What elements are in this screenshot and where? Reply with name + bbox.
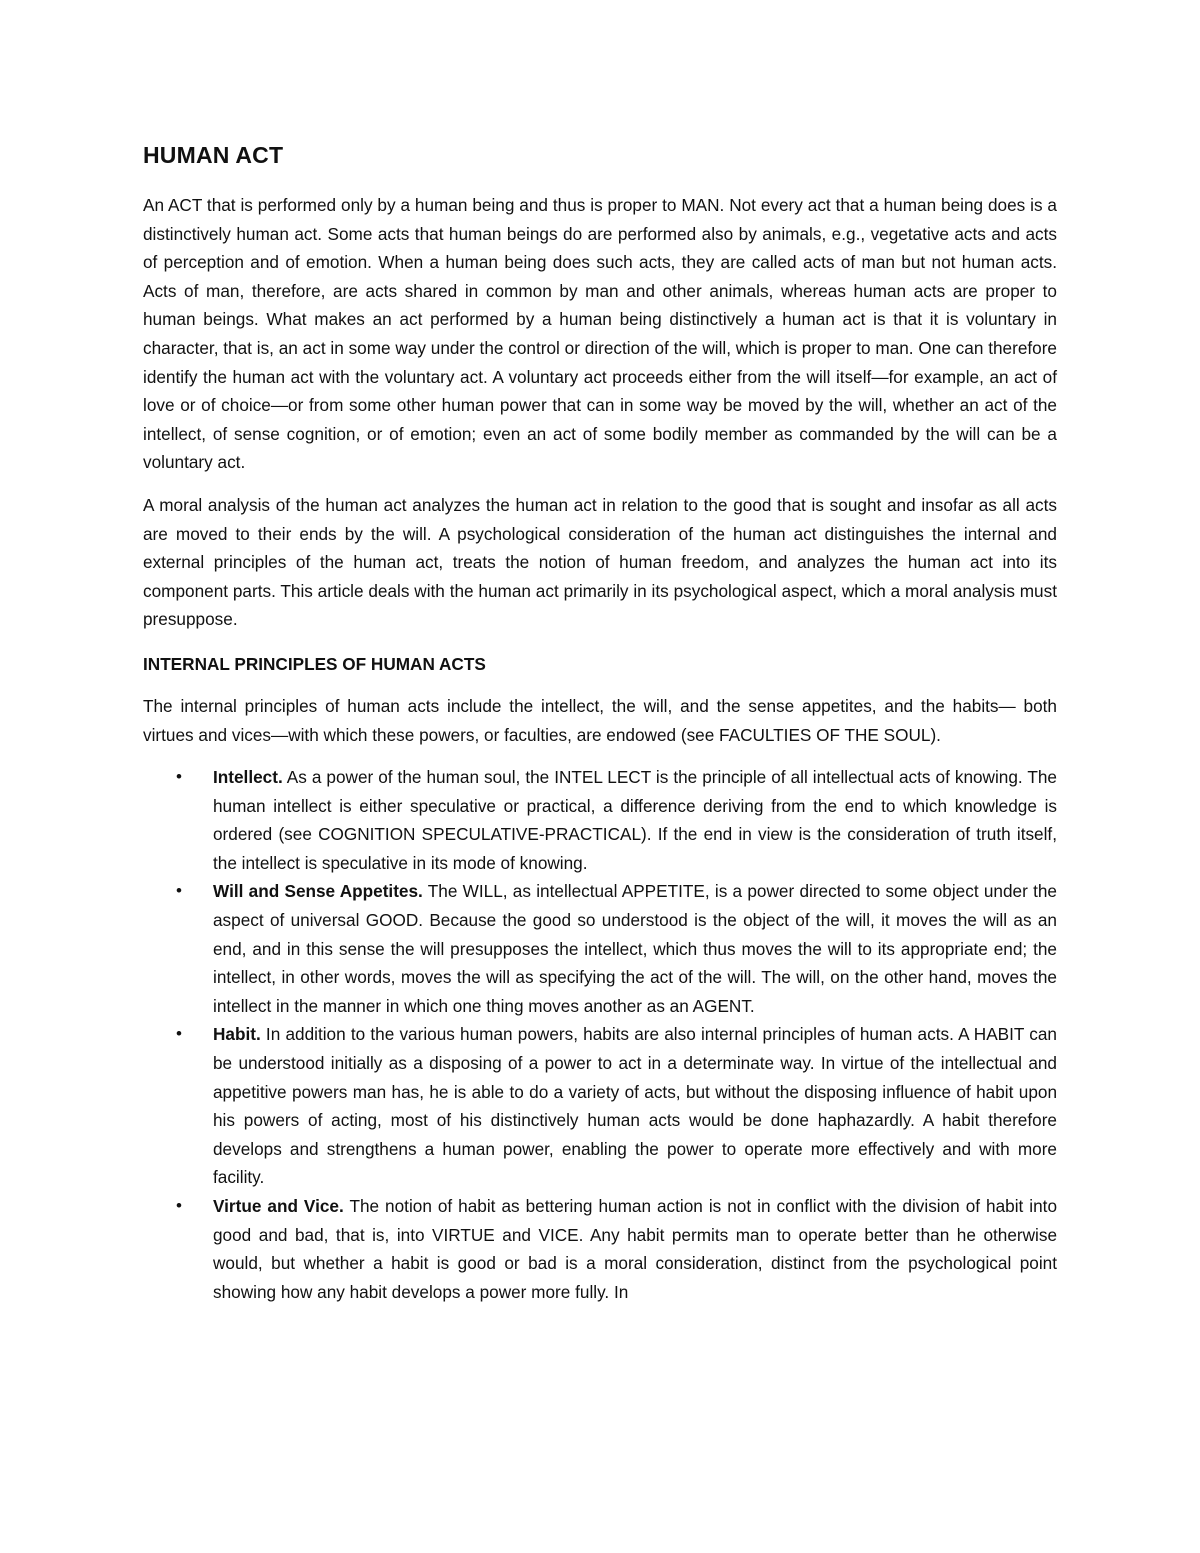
principles-list [143, 763, 1057, 1306]
list-item-intellect [143, 763, 1057, 877]
list-item-text: As a power of the human soul, the INTEL LECT is the principle of all intellectual acts of knowing. The human intellect is either speculative or practical, a difference deriving from the end to which knowledge is ordered (see COGNITION SPECULATIVE-PRACTICAL). If the end in view is the consideration of truth itself, the intellect is speculative in its mode of knowing. [213, 767, 1057, 873]
list-item-will [143, 877, 1057, 1020]
list-item-text: The WILL, as intellectual APPETITE, is a power directed to some object under the aspect of universal GOOD. Because the good so understood is the object of the will, it moves the will as an end, and in this sense the will presupposes the intellect, which thus moves the will to its appropriate end; the intellect, in other words, moves the will as specifying the act of the will. The will, on the other hand, moves the intellect in the manner in which one thing moves another as an AGENT. [213, 881, 1057, 1016]
list-item-term: Habit. [213, 1024, 261, 1045]
list-item-habit [143, 1020, 1057, 1192]
document-title: HUMAN ACT [143, 142, 284, 168]
section-intro: The internal principles of human acts include the intellect, the will, and the sense appetites, and the habits— both virtues and vices—with which these powers, or faculties, are endowed (see FACULTIES OF THE SOUL). [143, 695, 1057, 745]
list-item-term: Virtue and Vice. [213, 1196, 344, 1216]
list-item-virtue-vice [143, 1192, 1057, 1306]
bullet-icon: • [176, 881, 182, 901]
bullet-icon: • [176, 1196, 182, 1215]
section-heading: INTERNAL PRINCIPLES OF HUMAN ACTS [143, 653, 486, 674]
paragraph-moral-analysis: A moral analysis of the human act analyzes the human act in relation to the good that is sought and insofar as all acts are moved to their ends by the will. A psychological consideration of the human act distinguishes the internal and external principles of the human act, treats the notion of human freedom, and analyzes the human act into its component parts. This article deals with the human act primarily in its psychological aspect, which a moral analysis must presuppose. [143, 494, 1057, 630]
list-item-text: The notion of habit as bettering human action is not in conflict with the division of habit into good and bad, that is, into VIRTUE and VICE. Any habit permits man to operate better than he otherwise would, but whether a habit is good or bad is a moral consideration, distinct from the psychological point showing how any habit develops a power more fully. In [213, 1196, 1058, 1302]
document-body [143, 142, 1057, 1306]
list-item-term: Intellect. [213, 767, 283, 788]
list-item-text: In addition to the various human powers, habits are also internal principles of human acts. A HABIT can be understood initially as a disposing of a power to act in a determinate way. In virtue of the intellectual and appetitive powers man has, he is able to do a variety of acts, but without the disposing influence of habit upon his powers of acting, most of his distinctively human acts would be done haphazardly. A habit therefore develops and strengthens a human power, enabling the power to operate more effectively and with more facility. [213, 1024, 1057, 1188]
paragraph-definition: An ACT that is performed only by a human being and thus is proper to MAN. Not every act that a human being does is a distinctively human act. Some acts that human beings do are performed also by animals, e.g., vegetative acts and acts of perception and of emotion. When a human being does such acts, they are called acts of man but not human acts. Acts of man, therefore, are acts shared in common by man and other animals, whereas human acts are proper to human beings. What makes an act performed by a human being distinctively a human act is that it is voluntary in character, that is, an act in some way under the control or direction of the will, which is proper to man. One can therefore identify the human act with the voluntary act. A voluntary act proceeds either from the will itself—for example, an act of love or of choice—or from some other human power that can in some way be moved by the will, whether an act of the intellect, of sense cognition, or of emotion; even an act of some bodily member as commanded by the will can be a voluntary act. [143, 195, 1057, 473]
bullet-icon: • [176, 767, 182, 787]
bullet-icon: • [176, 1024, 182, 1044]
list-item-term: Will and Sense Appetites. [213, 881, 423, 902]
